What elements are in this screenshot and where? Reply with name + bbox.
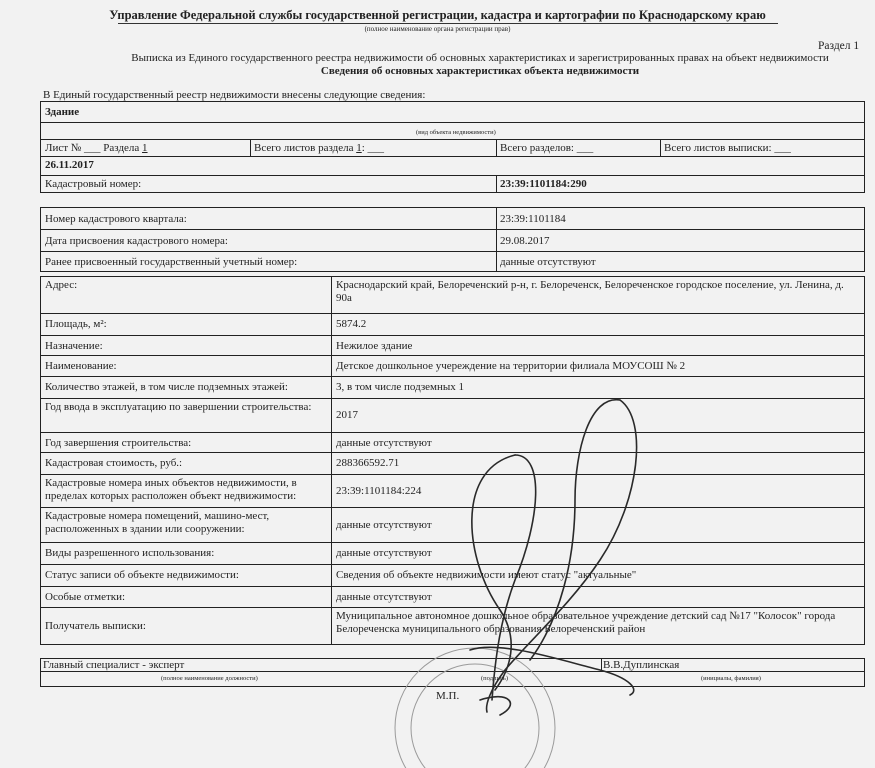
permitted-use-value: данные отсутствуют — [332, 543, 865, 565]
object-type: Здание — [45, 106, 80, 118]
object-block — [40, 101, 865, 193]
special-marks-value: данные отсутствуют — [332, 587, 865, 608]
cadastral-cost-value: 288366592.71 — [332, 453, 865, 475]
signature-caption: (подпись) — [481, 675, 508, 682]
quarter-label: Номер кадастрового квартала: — [45, 213, 187, 225]
area-value: 5874.2 — [332, 314, 865, 336]
cadastral-number-value: 23:39:1101184:290 — [500, 178, 587, 190]
quarter-block — [40, 207, 865, 272]
permitted-use-label: Виды разрешенного использования: — [41, 543, 332, 565]
table-row — [41, 475, 865, 508]
purpose-label: Назначение: — [41, 336, 332, 356]
agency-title: Управление Федеральной службы государственной регистрации, кадастра и картографии по Краснодарскому краю — [109, 8, 766, 22]
floors-value: 3, в том числе подземных 1 — [332, 377, 865, 399]
position-title: Главный специалист - эксперт — [43, 659, 185, 671]
section-label: Раздел 1 — [818, 40, 860, 52]
table-row — [41, 277, 865, 314]
table-row — [41, 565, 865, 587]
agency-caption: (полное наименование органа регистрации прав) — [364, 25, 511, 33]
name-label: Наименование: — [41, 356, 332, 377]
quarter-value: 23:39:1101184 — [500, 213, 566, 225]
commission-year-value: 2017 — [332, 399, 865, 433]
completion-year-label: Год завершения строительства: — [41, 433, 332, 453]
total-sheets-section: Всего листов раздела 1: ___ — [254, 142, 385, 154]
agency-underline — [118, 23, 778, 24]
section-number: 1 — [142, 142, 148, 154]
commission-year-label: Год ввода в эксплуатацию по завершении строительства: — [41, 399, 332, 433]
completion-year-value: данные отсутствуют — [332, 433, 865, 453]
address-label: Адрес: — [41, 277, 332, 314]
assign-date-value: 29.08.2017 — [500, 235, 550, 247]
recipient-label: Получатель выписки: — [41, 608, 332, 645]
name-value: Детское дошкольное учереждение на территории филиала МОУСОШ № 2 — [332, 356, 865, 377]
cadastral-cost-label: Кадастровая стоимость, руб.: — [41, 453, 332, 475]
stamp-label: М.П. — [436, 690, 460, 702]
table-row — [41, 356, 865, 377]
table-row — [41, 608, 865, 645]
table-row — [41, 453, 865, 475]
table-row — [41, 587, 865, 608]
cadastral-number-label: Кадастровый номер: — [45, 178, 142, 190]
recipient-value: Муниципальное автономное дошкольное образовательное учреждение детский сад №17 "Колосок" города Белореченска муниципального образования Белореченский район — [332, 608, 865, 645]
extract-title: Выписка из Единого государственного реестра недвижимости об основных характеристиках и зарегистрированных правах на объект недвижимости — [131, 52, 829, 64]
rooms-value: данные отсутствуют — [332, 508, 865, 543]
parent-objects-value: 23:39:1101184:224 — [332, 475, 865, 508]
assign-date-label: Дата присвоения кадастрового номера: — [45, 235, 228, 247]
signer-name: В.В.Дуплинская — [603, 659, 680, 671]
area-label: Площадь, м²: — [41, 314, 332, 336]
parent-objects-label: Кадастровые номера иных объектов недвижимости, в пределах которых расположен объект недвижимости: — [41, 475, 332, 508]
status-label: Статус записи об объекте недвижимости: — [41, 565, 332, 587]
name-caption: (инициалы, фамилия) — [701, 675, 761, 682]
object-type-caption: (вид объекта недвижимости) — [416, 129, 496, 136]
table-row — [41, 336, 865, 356]
prior-number-value: данные отсутствуют — [500, 256, 596, 268]
rooms-label: Кадастровые номера помещений, машино-мест, расположенных в здании или сооружении: — [41, 508, 332, 543]
position-caption: (полное наименование должности) — [161, 675, 258, 682]
address-value: Краснодарский край, Белореченский р-н, г. Белореченск, Белореченское городское поселение, ул. Ленина, д. 90а — [332, 277, 865, 314]
table-row — [41, 314, 865, 336]
floors-label: Количество этажей, в том числе подземных этажей: — [41, 377, 332, 399]
table-row — [41, 508, 865, 543]
table-row — [41, 433, 865, 453]
intro-text: В Единый государственный реестр недвижимости внесены следующие сведения: — [43, 89, 426, 101]
special-marks-label: Особые отметки: — [41, 587, 332, 608]
status-value: Сведения об объекте недвижимости имеют статус "актуальные" — [332, 565, 865, 587]
extract-date: 26.11.2017 — [45, 159, 94, 171]
total-sections: Всего разделов: ___ — [500, 142, 594, 154]
details-table — [40, 276, 865, 645]
prior-number-label: Ранее присвоенный государственный учетный номер: — [45, 256, 298, 268]
purpose-value: Нежилое здание — [332, 336, 865, 356]
table-row — [41, 377, 865, 399]
signature-block — [40, 658, 865, 687]
table-row — [41, 399, 865, 433]
table-row — [41, 543, 865, 565]
total-sheets: Всего листов выписки: ___ — [664, 142, 791, 154]
sheet-number: Лист № ___ Раздела 1 — [45, 142, 148, 154]
extract-subtitle: Сведения об основных характеристиках объекта недвижимости — [320, 65, 640, 77]
